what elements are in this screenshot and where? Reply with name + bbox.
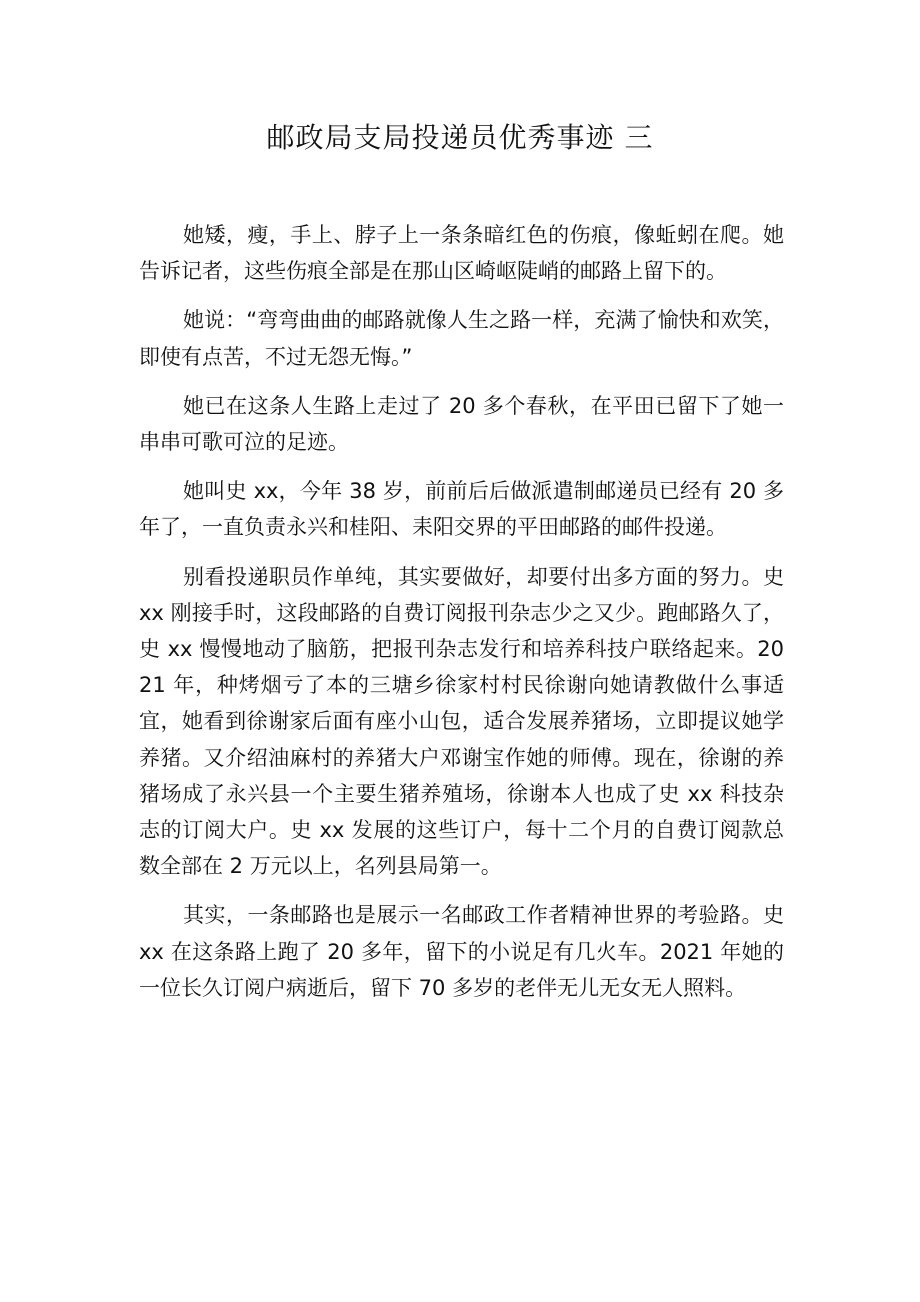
paragraph-4: 她叫史 xx，今年 38 岁，前前后后做派遣制邮递员已经有 20 多年了，一直负责永兴和桂阳、耒阳交界的平田邮路的邮件投递。 [139, 479, 784, 540]
document-title: 邮政局支局投递员优秀事迹 三 [266, 121, 654, 154]
paragraph-3: 她已在这条人生路上走过了 20 多个春秋，在平田已留下了她一串串可歌可泣的足迹。 [139, 393, 784, 455]
document-body [139, 217, 784, 1019]
paragraph-2: 她说：“弯弯曲曲的邮路就像人生之路一样，充满了愉快和欢笑，即使有点苦，不过无怨无悔。” [139, 308, 784, 369]
paragraph-5: 别看投递职员作单纯，其实要做好，却要付出多方面的努力。史 xx 刚接手时，这段邮路的自费订阅报刊杂志少之又少。跑邮路久了，史 xx 慢慢地动了脑筋，把报刊杂志发行和培养科技户联络起来。2021 年，种烤烟亏了本的三塘乡徐家村村民徐谢向她请教做什么事适宜，她看到徐谢家后面有座小山包，适合发展养猪场，立即提议她学养猪。又介绍油麻村的养猪大户邓谢宝作她的师傅。现在，徐谢的养猪场成了永兴县一个主要生猪养殖场，徐谢本人也成了史 xx 科技杂志的订阅大户。史 xx 发展的这些订户，每十二个月的自费订阅款总数全部在 2 万元以上，名列县局第一。 [139, 564, 784, 879]
paragraph-6: 其实，一条邮路也是展示一名邮政工作者精神世界的考验路。史 xx 在这条路上跑了 20 多年，留下的小说足有几火车。2021 年她的一位长久订阅户病逝后，留下 70 多岁的老伴无儿无女无人照料。 [139, 903, 784, 1000]
paragraph-1: 她矮，瘦，手上、脖子上一条条暗红色的伤痕，像蚯蚓在爬。她告诉记者，这些伤痕全部是在那山区崎岖陡峭的邮路上留下的。 [139, 223, 784, 284]
